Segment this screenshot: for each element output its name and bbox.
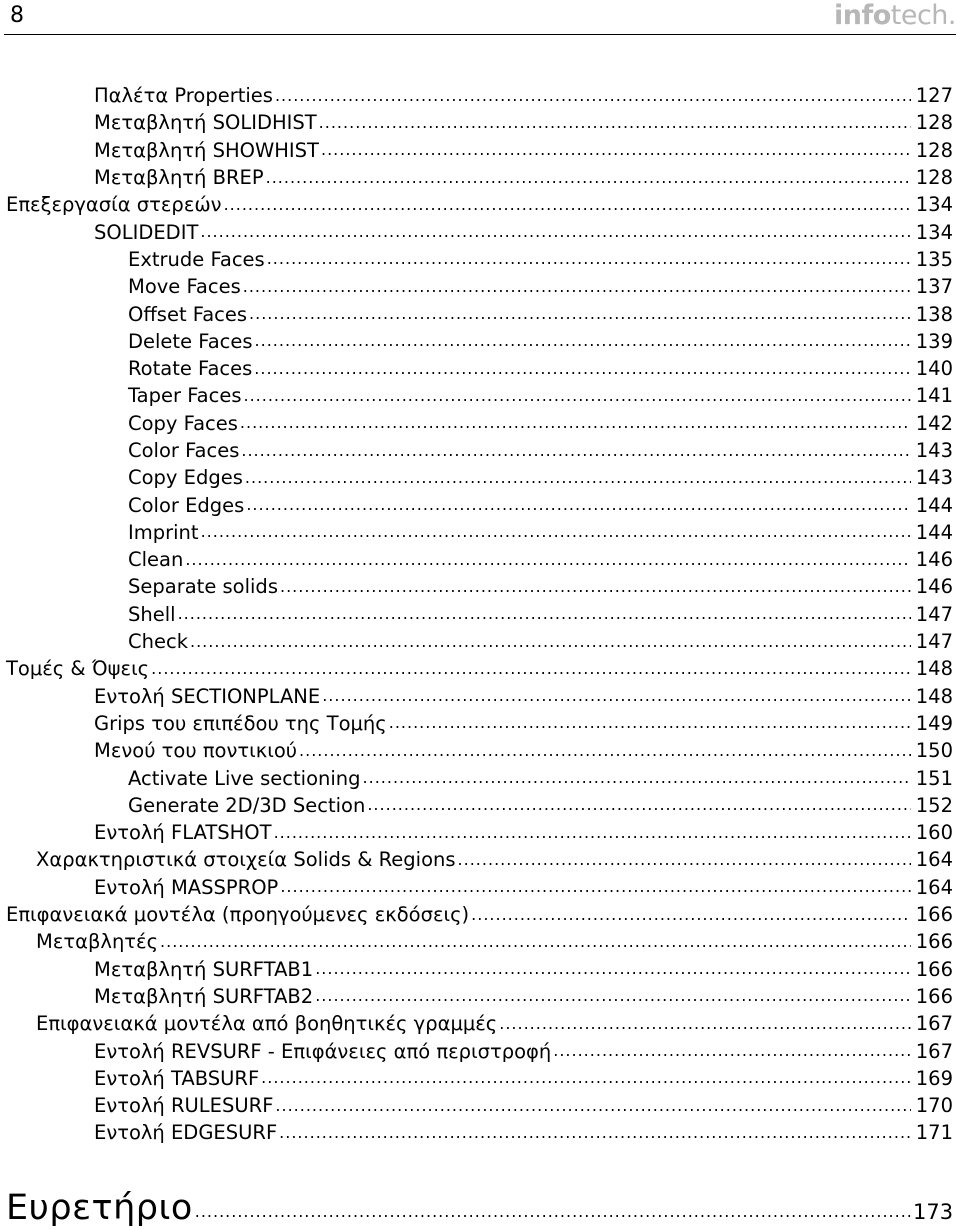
toc-entry-page: 164 bbox=[915, 848, 953, 872]
toc-leader-dots bbox=[190, 634, 911, 650]
toc-entry-page: 164 bbox=[915, 875, 953, 899]
logo-part-tech: tech. bbox=[890, 0, 956, 31]
toc-entry-label: Imprint bbox=[128, 520, 199, 544]
toc-entry[interactable] bbox=[0, 874, 960, 901]
toc-entry-page: 138 bbox=[915, 302, 953, 326]
toc-leader-dots bbox=[254, 361, 911, 377]
toc-leader-dots bbox=[243, 279, 911, 295]
toc-entry[interactable] bbox=[0, 846, 960, 873]
toc-leader-dots bbox=[458, 852, 911, 868]
toc-entry-label: Rotate Faces bbox=[128, 357, 253, 381]
toc-entry-label: Επιφανειακά μοντέλα (προηγούμενες εκδόσεις) bbox=[6, 903, 470, 927]
toc-entry-label: Μεταβλητή SOLIDHIST bbox=[94, 111, 317, 135]
toc-entry-page: 143 bbox=[915, 439, 953, 462]
toc-entry-label: Offset Faces bbox=[128, 302, 248, 326]
toc-entry-label: Shell bbox=[128, 602, 176, 626]
toc-leader-dots bbox=[322, 688, 911, 704]
toc-entry-page: 152 bbox=[915, 793, 953, 817]
toc-entry-label: Εντολή EDGESURF bbox=[94, 1121, 278, 1145]
toc-entry[interactable] bbox=[0, 546, 960, 573]
infotech-logo bbox=[834, 0, 956, 31]
toc-entry-page: 139 bbox=[915, 329, 953, 353]
toc-entry-page: 166 bbox=[915, 984, 953, 1008]
toc-entry-page: 127 bbox=[915, 84, 953, 108]
toc-entry[interactable] bbox=[0, 764, 960, 791]
toc-entry[interactable] bbox=[0, 1010, 960, 1037]
toc-entry-page: 142 bbox=[915, 411, 953, 435]
toc-leader-dots bbox=[249, 306, 911, 322]
toc-entry-label: Delete Faces bbox=[128, 329, 253, 353]
toc-entry-page: 148 bbox=[915, 684, 953, 708]
toc-entry-page: 166 bbox=[915, 930, 953, 954]
toc-leader-dots bbox=[178, 606, 911, 622]
toc-leader-dots bbox=[280, 579, 911, 595]
toc-leader-dots bbox=[261, 1070, 911, 1086]
toc-entry[interactable] bbox=[0, 601, 960, 628]
toc-leader-dots bbox=[243, 388, 911, 404]
toc-entry-page: 135 bbox=[915, 247, 953, 271]
toc-leader-dots bbox=[185, 552, 911, 568]
toc-entry-label: Μεταβλητή SURFTAB2 bbox=[94, 984, 314, 1008]
toc-entry[interactable] bbox=[0, 273, 960, 300]
toc-entry[interactable] bbox=[0, 82, 960, 109]
toc-leader-dots bbox=[280, 879, 911, 895]
toc-leader-dots bbox=[553, 1043, 911, 1059]
toc-entry[interactable] bbox=[0, 355, 960, 382]
toc-leader-dots bbox=[160, 934, 911, 950]
toc-entry[interactable] bbox=[0, 792, 960, 819]
toc-entry[interactable] bbox=[0, 164, 960, 191]
toc-entry[interactable] bbox=[0, 1037, 960, 1064]
toc-entry[interactable] bbox=[0, 218, 960, 245]
toc-leader-dots bbox=[245, 470, 911, 486]
toc-leader-dots bbox=[279, 1125, 911, 1141]
toc-entry-label: Μεταβλητή SURFTAB1 bbox=[94, 957, 314, 981]
toc-entry[interactable] bbox=[0, 137, 960, 164]
toc-entry-page: 134 bbox=[915, 220, 953, 244]
toc-entry-page: 141 bbox=[915, 384, 953, 408]
toc-entry[interactable] bbox=[0, 928, 960, 955]
toc-entry-label: Generate 2D/3D Section bbox=[128, 793, 366, 817]
toc-leader-dots bbox=[275, 1098, 911, 1114]
toc-entry-page: 171 bbox=[915, 1121, 953, 1145]
toc-entry[interactable] bbox=[0, 1065, 960, 1092]
toc-entry[interactable] bbox=[0, 901, 960, 928]
table-of-contents bbox=[0, 82, 960, 1147]
toc-entry-label: Ευρετήριο bbox=[6, 1188, 193, 1228]
toc-entry-label: Επεξεργασία στερεών bbox=[6, 193, 222, 217]
toc-leader-dots bbox=[267, 251, 911, 267]
toc-entry-page: 166 bbox=[915, 903, 953, 927]
toc-leader-dots bbox=[224, 197, 911, 213]
toc-entry-label: Color Edges bbox=[128, 493, 245, 517]
toc-entry-label: Εντολή TABSURF bbox=[94, 1066, 260, 1090]
toc-leader-dots bbox=[315, 988, 911, 1004]
toc-entry-label: Copy Faces bbox=[128, 411, 238, 435]
toc-entry[interactable] bbox=[0, 683, 960, 710]
toc-entry[interactable] bbox=[0, 628, 960, 655]
toc-entry[interactable] bbox=[0, 573, 960, 600]
toc-leader-dots bbox=[367, 797, 911, 813]
toc-entry[interactable] bbox=[0, 410, 960, 437]
toc-entry-label: Εντολή RULESURF bbox=[94, 1094, 274, 1118]
toc-entry[interactable] bbox=[0, 956, 960, 983]
toc-entry[interactable] bbox=[0, 328, 960, 355]
toc-leader-dots bbox=[499, 1016, 911, 1032]
toc-entry-label: Grips του επιπέδου της Τομής bbox=[94, 711, 387, 735]
toc-leader-dots bbox=[266, 170, 911, 186]
toc-entry[interactable] bbox=[0, 191, 960, 218]
toc-leader-dots bbox=[319, 115, 911, 131]
toc-entry-page: 150 bbox=[915, 739, 953, 763]
toc-entry-label: Εντολή REVSURF - Επιφάνειες από περιστροφή bbox=[94, 1039, 552, 1063]
toc-leader-dots bbox=[201, 524, 911, 540]
toc-entry-label: Color Faces bbox=[128, 439, 240, 462]
toc-leader-dots bbox=[195, 1204, 911, 1230]
toc-entry-label: Εντολή SECTIONPLANE bbox=[94, 684, 321, 708]
toc-entry[interactable] bbox=[0, 246, 960, 273]
toc-entry[interactable] bbox=[0, 737, 960, 764]
toc-entry[interactable] bbox=[0, 491, 960, 518]
toc-entry-label: Separate solids bbox=[128, 575, 278, 599]
toc-entry[interactable] bbox=[0, 519, 960, 546]
toc-entry-page: 134 bbox=[915, 193, 953, 217]
toc-entry-page: 143 bbox=[915, 466, 953, 490]
toc-entry-page: 146 bbox=[915, 575, 953, 599]
toc-entry-page: 137 bbox=[915, 275, 953, 299]
page-number: 8 bbox=[10, 3, 24, 28]
toc-leader-dots bbox=[274, 825, 911, 841]
page-header bbox=[4, 0, 956, 35]
logo-part-info: info bbox=[833, 0, 891, 31]
toc-entry-page: 144 bbox=[915, 493, 953, 517]
toc-entry-label: Extrude Faces bbox=[128, 247, 265, 271]
toc-entry-page: 170 bbox=[915, 1094, 953, 1118]
toc-entry[interactable] bbox=[0, 819, 960, 846]
toc-leader-dots bbox=[255, 333, 911, 349]
toc-entry-label: Move Faces bbox=[128, 275, 241, 299]
toc-entry[interactable] bbox=[0, 464, 960, 491]
toc-entry-label: Χαρακτηριστικά στοιχεία Solids & Regions bbox=[36, 848, 456, 872]
toc-entry-page: 148 bbox=[915, 657, 953, 681]
toc-leader-dots bbox=[246, 497, 911, 513]
toc-entry-page: 167 bbox=[915, 1012, 953, 1036]
toc-leader-dots bbox=[151, 661, 911, 677]
toc-entry-label: Activate Live sectioning bbox=[128, 766, 361, 790]
toc-entry-page: 128 bbox=[915, 166, 953, 190]
toc-entry[interactable] bbox=[0, 300, 960, 327]
toc-entry-page: 169 bbox=[915, 1066, 953, 1090]
toc-entry[interactable] bbox=[0, 109, 960, 136]
toc-entry-page: 140 bbox=[915, 357, 953, 381]
toc-entry-label: Εντολή MASSPROP bbox=[94, 875, 279, 899]
toc-entry[interactable] bbox=[0, 1119, 960, 1146]
toc-entry-label: Taper Faces bbox=[128, 384, 242, 408]
toc-leader-dots bbox=[299, 743, 911, 759]
toc-entry[interactable] bbox=[0, 1092, 960, 1119]
toc-entry-page: 146 bbox=[915, 548, 953, 572]
toc-entry-label: Μεταβλητή BREP bbox=[94, 166, 264, 190]
toc-entry-page: 144 bbox=[915, 520, 953, 544]
toc-entry-label: Check bbox=[128, 630, 188, 654]
toc-entry-page: 128 bbox=[915, 111, 953, 135]
toc-leader-dots bbox=[200, 224, 911, 240]
toc-entry-label: Τομές & Όψεις bbox=[6, 657, 150, 681]
toc-entry-label: Εντολή FLATSHOT bbox=[94, 821, 272, 845]
toc-leader-dots bbox=[321, 142, 911, 158]
toc-entry[interactable] bbox=[0, 983, 960, 1010]
toc-entry-page: 149 bbox=[915, 711, 953, 735]
toc-entry-page: 147 bbox=[915, 602, 953, 626]
toc-entry-index[interactable] bbox=[0, 1186, 960, 1230]
toc-entry-page: 173 bbox=[913, 1200, 954, 1224]
toc-entry[interactable] bbox=[0, 437, 960, 464]
toc-entry-label: Μενού του ποντικιού bbox=[94, 739, 298, 763]
toc-entry[interactable] bbox=[0, 382, 960, 409]
toc-entry-label: Copy Edges bbox=[128, 466, 243, 490]
toc-leader-dots bbox=[363, 770, 911, 786]
toc-entry-page: 166 bbox=[915, 957, 953, 981]
toc-entry-label: Clean bbox=[128, 548, 184, 572]
toc-entry-label: Μεταβλητή SHOWHIST bbox=[94, 138, 319, 162]
toc-entry-label: Παλέτα Properties bbox=[94, 84, 273, 108]
toc-leader-dots bbox=[389, 715, 911, 731]
toc-entry-label: SOLIDEDIT bbox=[94, 220, 199, 244]
toc-entry[interactable] bbox=[0, 710, 960, 737]
toc-leader-dots bbox=[275, 88, 911, 104]
toc-leader-dots bbox=[241, 443, 911, 459]
toc-entry-page: 151 bbox=[915, 766, 953, 790]
toc-leader-dots bbox=[315, 961, 911, 977]
toc-entry[interactable] bbox=[0, 655, 960, 682]
toc-entry-page: 147 bbox=[915, 630, 953, 654]
toc-entry-page: 167 bbox=[915, 1039, 953, 1063]
toc-leader-dots bbox=[471, 907, 911, 923]
toc-leader-dots bbox=[240, 415, 911, 431]
toc-entry-label: Μεταβλητές bbox=[36, 930, 159, 954]
toc-entry-page: 128 bbox=[915, 138, 953, 162]
toc-entry-page: 160 bbox=[915, 821, 953, 845]
toc-entry-label: Επιφανειακά μοντέλα από βοηθητικές γραμμές bbox=[36, 1012, 498, 1036]
